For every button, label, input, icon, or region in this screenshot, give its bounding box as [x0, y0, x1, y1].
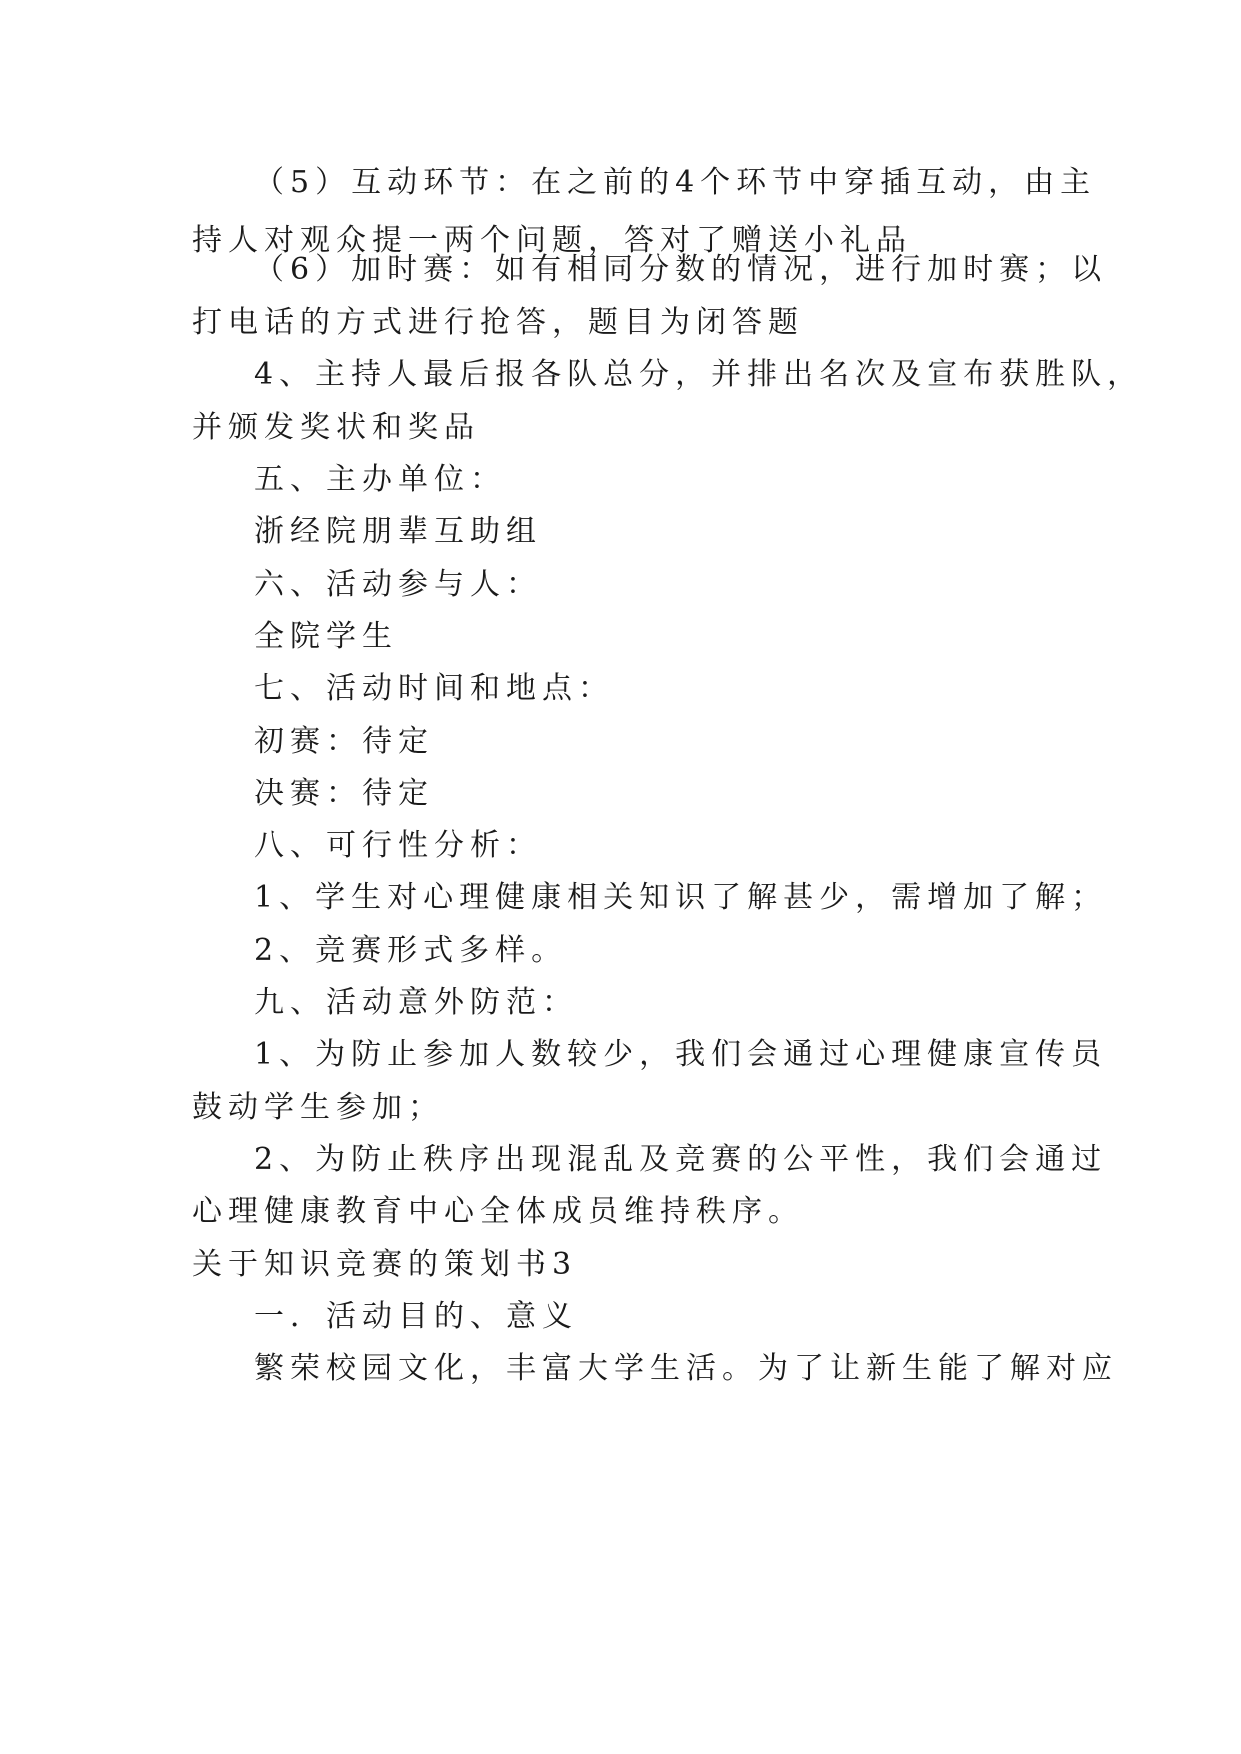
- paragraph-line: （6）加时赛：如有相同分数的情况，进行加时赛；以: [254, 252, 1108, 287]
- paragraph-line: （5）互动环节：在之前的4个环节中穿插互动，由主: [254, 165, 1097, 200]
- paragraph-line: 初赛：待定: [254, 724, 434, 759]
- section-heading: 九、活动意外防范：: [254, 985, 578, 1020]
- section-heading: 五、主办单位：: [254, 462, 506, 497]
- paragraph-line: 繁荣校园文化，丰富大学生活。为了让新生能了解对应: [254, 1351, 1118, 1386]
- paragraph-line: 4、主持人最后报各队总分，并排出名次及宣布获胜队，: [254, 357, 1144, 392]
- paragraph-line: 决赛：待定: [254, 776, 434, 811]
- paragraph-line: 并颁发奖状和奖品: [192, 410, 480, 445]
- paragraph-line: 心理健康教育中心全体成员维持秩序。: [192, 1194, 804, 1229]
- paragraph-line: 2、为防止秩序出现混乱及竞赛的公平性，我们会通过: [254, 1142, 1108, 1177]
- paragraph-line: 浙经院朋辈互助组: [254, 514, 542, 549]
- paragraph-line: 持人对观众提一两个问题，答对了赠送小礼品: [192, 223, 912, 258]
- section-heading: 八、可行性分析：: [254, 828, 542, 863]
- section-heading: 七、活动时间和地点：: [254, 671, 614, 706]
- paragraph-line: 全院学生: [254, 619, 398, 654]
- paragraph-line: 鼓动学生参加；: [192, 1090, 444, 1125]
- document-title: 关于知识竞赛的策划书3: [192, 1247, 578, 1282]
- section-heading: 六、活动参与人：: [254, 567, 542, 602]
- paragraph-line: 1、学生对心理健康相关知识了解甚少，需增加了解；: [254, 880, 1108, 915]
- paragraph-line: 打电话的方式进行抢答，题目为闭答题: [192, 305, 804, 340]
- paragraph-line: 1、为防止参加人数较少，我们会通过心理健康宣传员: [254, 1037, 1108, 1072]
- paragraph-line: 2、竞赛形式多样。: [254, 933, 568, 968]
- section-heading: 一．活动目的、意义: [254, 1299, 578, 1334]
